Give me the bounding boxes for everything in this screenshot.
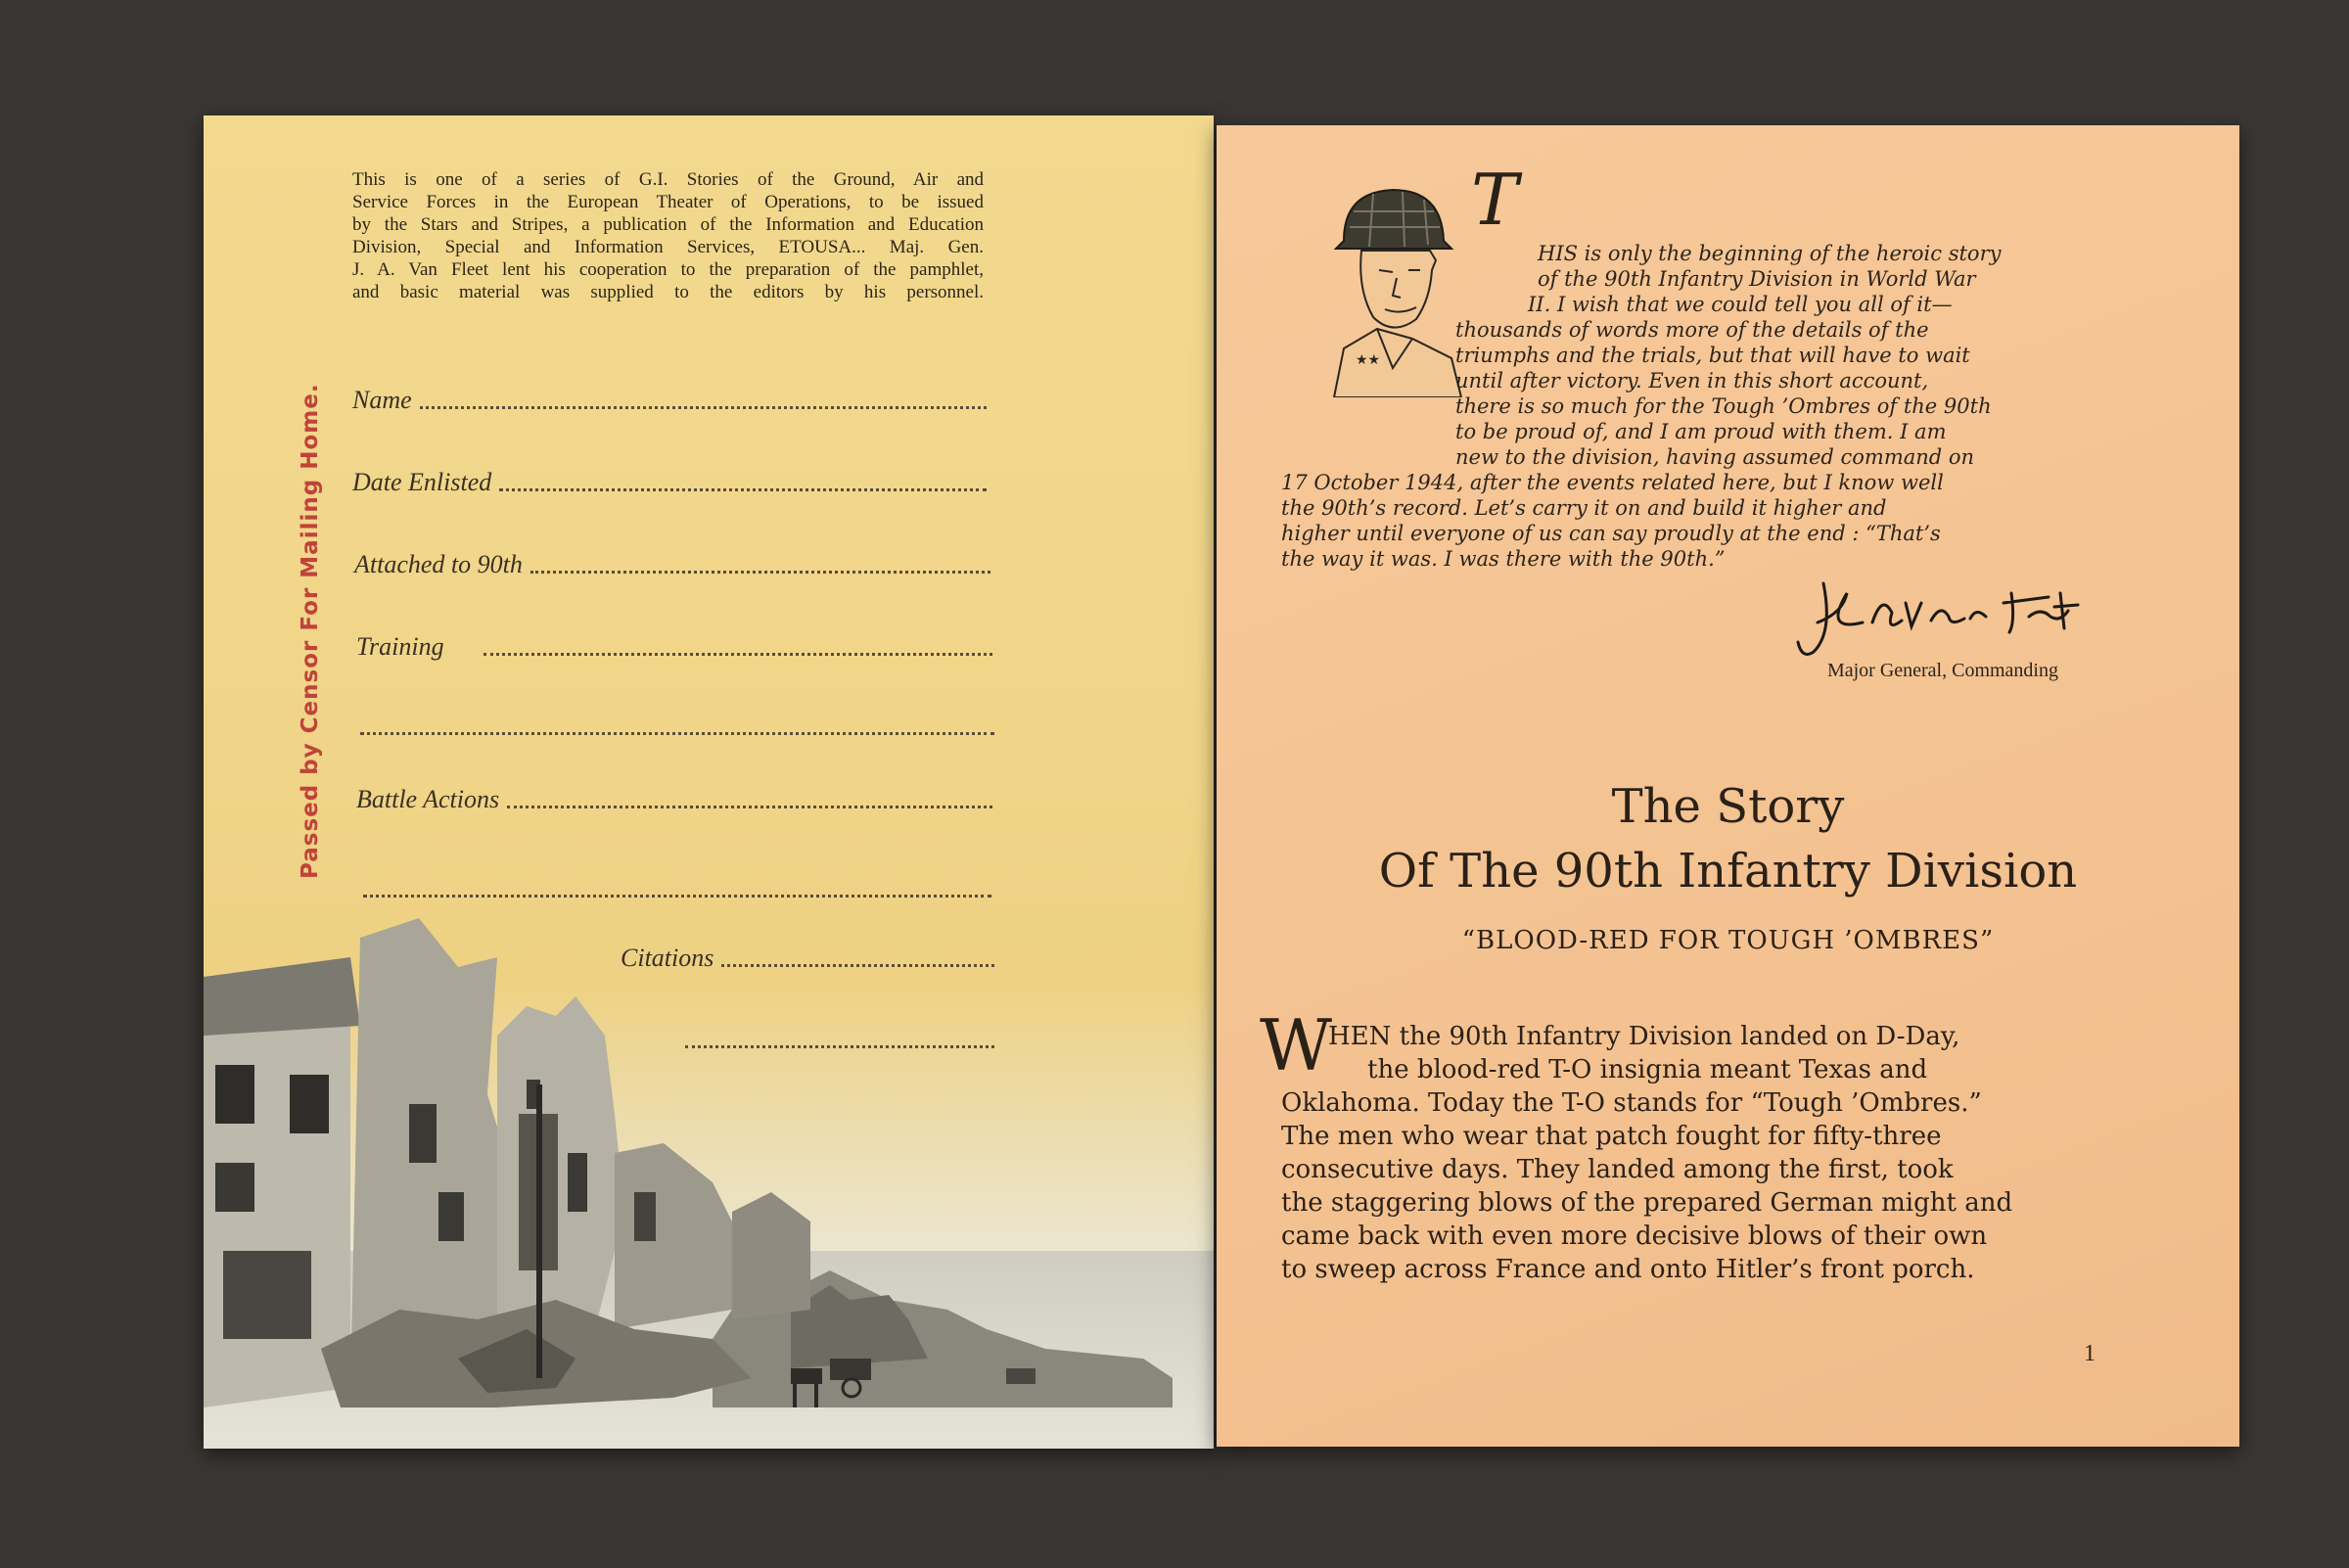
message-line: there is so much for the Tough ’Ombres of the 90th	[1455, 394, 1992, 418]
ruined-street-photo	[204, 899, 1214, 1449]
body-line: The men who wear that patch fought for fifty-three	[1281, 1122, 1942, 1151]
body-dropcap: W	[1260, 1004, 1333, 1086]
name-label: Name	[352, 386, 412, 414]
training-label: Training	[356, 632, 444, 661]
message-line: new to the division, having assumed command on	[1455, 445, 1975, 469]
message-line: 17 October 1944, after the events related here, but I know well	[1281, 471, 1944, 494]
left-page	[204, 115, 1214, 1449]
citations-label: Citations	[621, 944, 714, 972]
date-enlisted-label: Date Enlisted	[352, 468, 492, 496]
message-line: the 90th’s record. Let’s carry it on and build it higher and	[1281, 496, 1887, 520]
message-line: higher until everyone of us can say proudly at the end : “That’s	[1281, 522, 1941, 545]
training-field[interactable]	[356, 628, 992, 662]
date-enlisted-field[interactable]	[352, 464, 987, 497]
message-line: thousands of words more of the details of the	[1455, 318, 1929, 342]
message-line: the way it was. I was there with the 90th.”	[1281, 547, 1726, 571]
series-intro-paragraph	[352, 168, 984, 303]
message-dropcap: T	[1471, 159, 1519, 241]
message-line: of the 90th Infantry Division in World War	[1538, 267, 1976, 291]
intro-line: by the Stars and Stripes, a publication of the Information and Education	[352, 214, 984, 235]
story-title-line1: The Story	[1611, 779, 1845, 834]
body-line: Oklahoma. Today the T-O stands for “Tough ’Ombres.”	[1281, 1088, 1982, 1118]
body-line: the blood-red T-O insignia meant Texas and	[1367, 1055, 1928, 1084]
message-line: until after victory. Even in this short account,	[1455, 369, 1929, 392]
body-line: came back with even more decisive blows of their own	[1281, 1222, 1988, 1251]
message-line: to be proud of, and I am proud with them. I am	[1455, 420, 1947, 443]
censor-stamp: Passed by Censor For Mailing Home.	[298, 383, 323, 879]
body-line: to sweep across France and onto Hitler’s front porch.	[1281, 1255, 1975, 1284]
page-number: 1	[2084, 1341, 2096, 1366]
story-title-line2: Of The 90th Infantry Division	[1378, 844, 2078, 899]
body-line: consecutive days. They landed among the first, took	[1281, 1155, 1954, 1184]
message-line: HIS is only the beginning of the heroic story	[1538, 242, 2002, 265]
battle-actions-extra-line[interactable]	[363, 895, 991, 898]
name-field[interactable]	[352, 382, 987, 415]
body-line: HEN the 90th Infantry Division landed on D-Day,	[1328, 1022, 1960, 1051]
story-subtitle: “BLOOD-RED FOR TOUGH ’OMBRES”	[1461, 926, 1995, 955]
intro-line: This is one of a series of G.I. Stories of the Ground, Air and	[352, 169, 984, 190]
svg-text:★★: ★★	[1356, 352, 1381, 368]
attached-field[interactable]	[354, 546, 990, 579]
attached-label: Attached to 90th	[354, 550, 523, 578]
van-fleet-signature	[1784, 574, 2097, 662]
battle-actions-field[interactable]	[356, 781, 992, 814]
battle-actions-label: Battle Actions	[356, 785, 500, 813]
intro-line: Division, Special and Information Services, ETOUSA... Maj. Gen.	[352, 237, 984, 257]
message-line: triumphs and the trials, but that will have to wait	[1455, 344, 1970, 367]
intro-line: Service Forces in the European Theater of Operations, to be issued	[352, 192, 984, 212]
right-page	[1217, 125, 2239, 1447]
body-line: the staggering blows of the prepared German might and	[1281, 1188, 2013, 1218]
general-portrait-sketch	[1314, 172, 1471, 397]
intro-line: J. A. Van Fleet lent his cooperation to the preparation of the pamphlet,	[352, 259, 984, 280]
intro-line: and basic material was supplied to the editors by his personnel.	[352, 282, 984, 302]
signature-title: Major General, Commanding	[1826, 660, 2058, 681]
training-extra-line[interactable]	[360, 732, 994, 735]
message-line: II. I wish that we could tell you all of it—	[1528, 293, 1953, 316]
